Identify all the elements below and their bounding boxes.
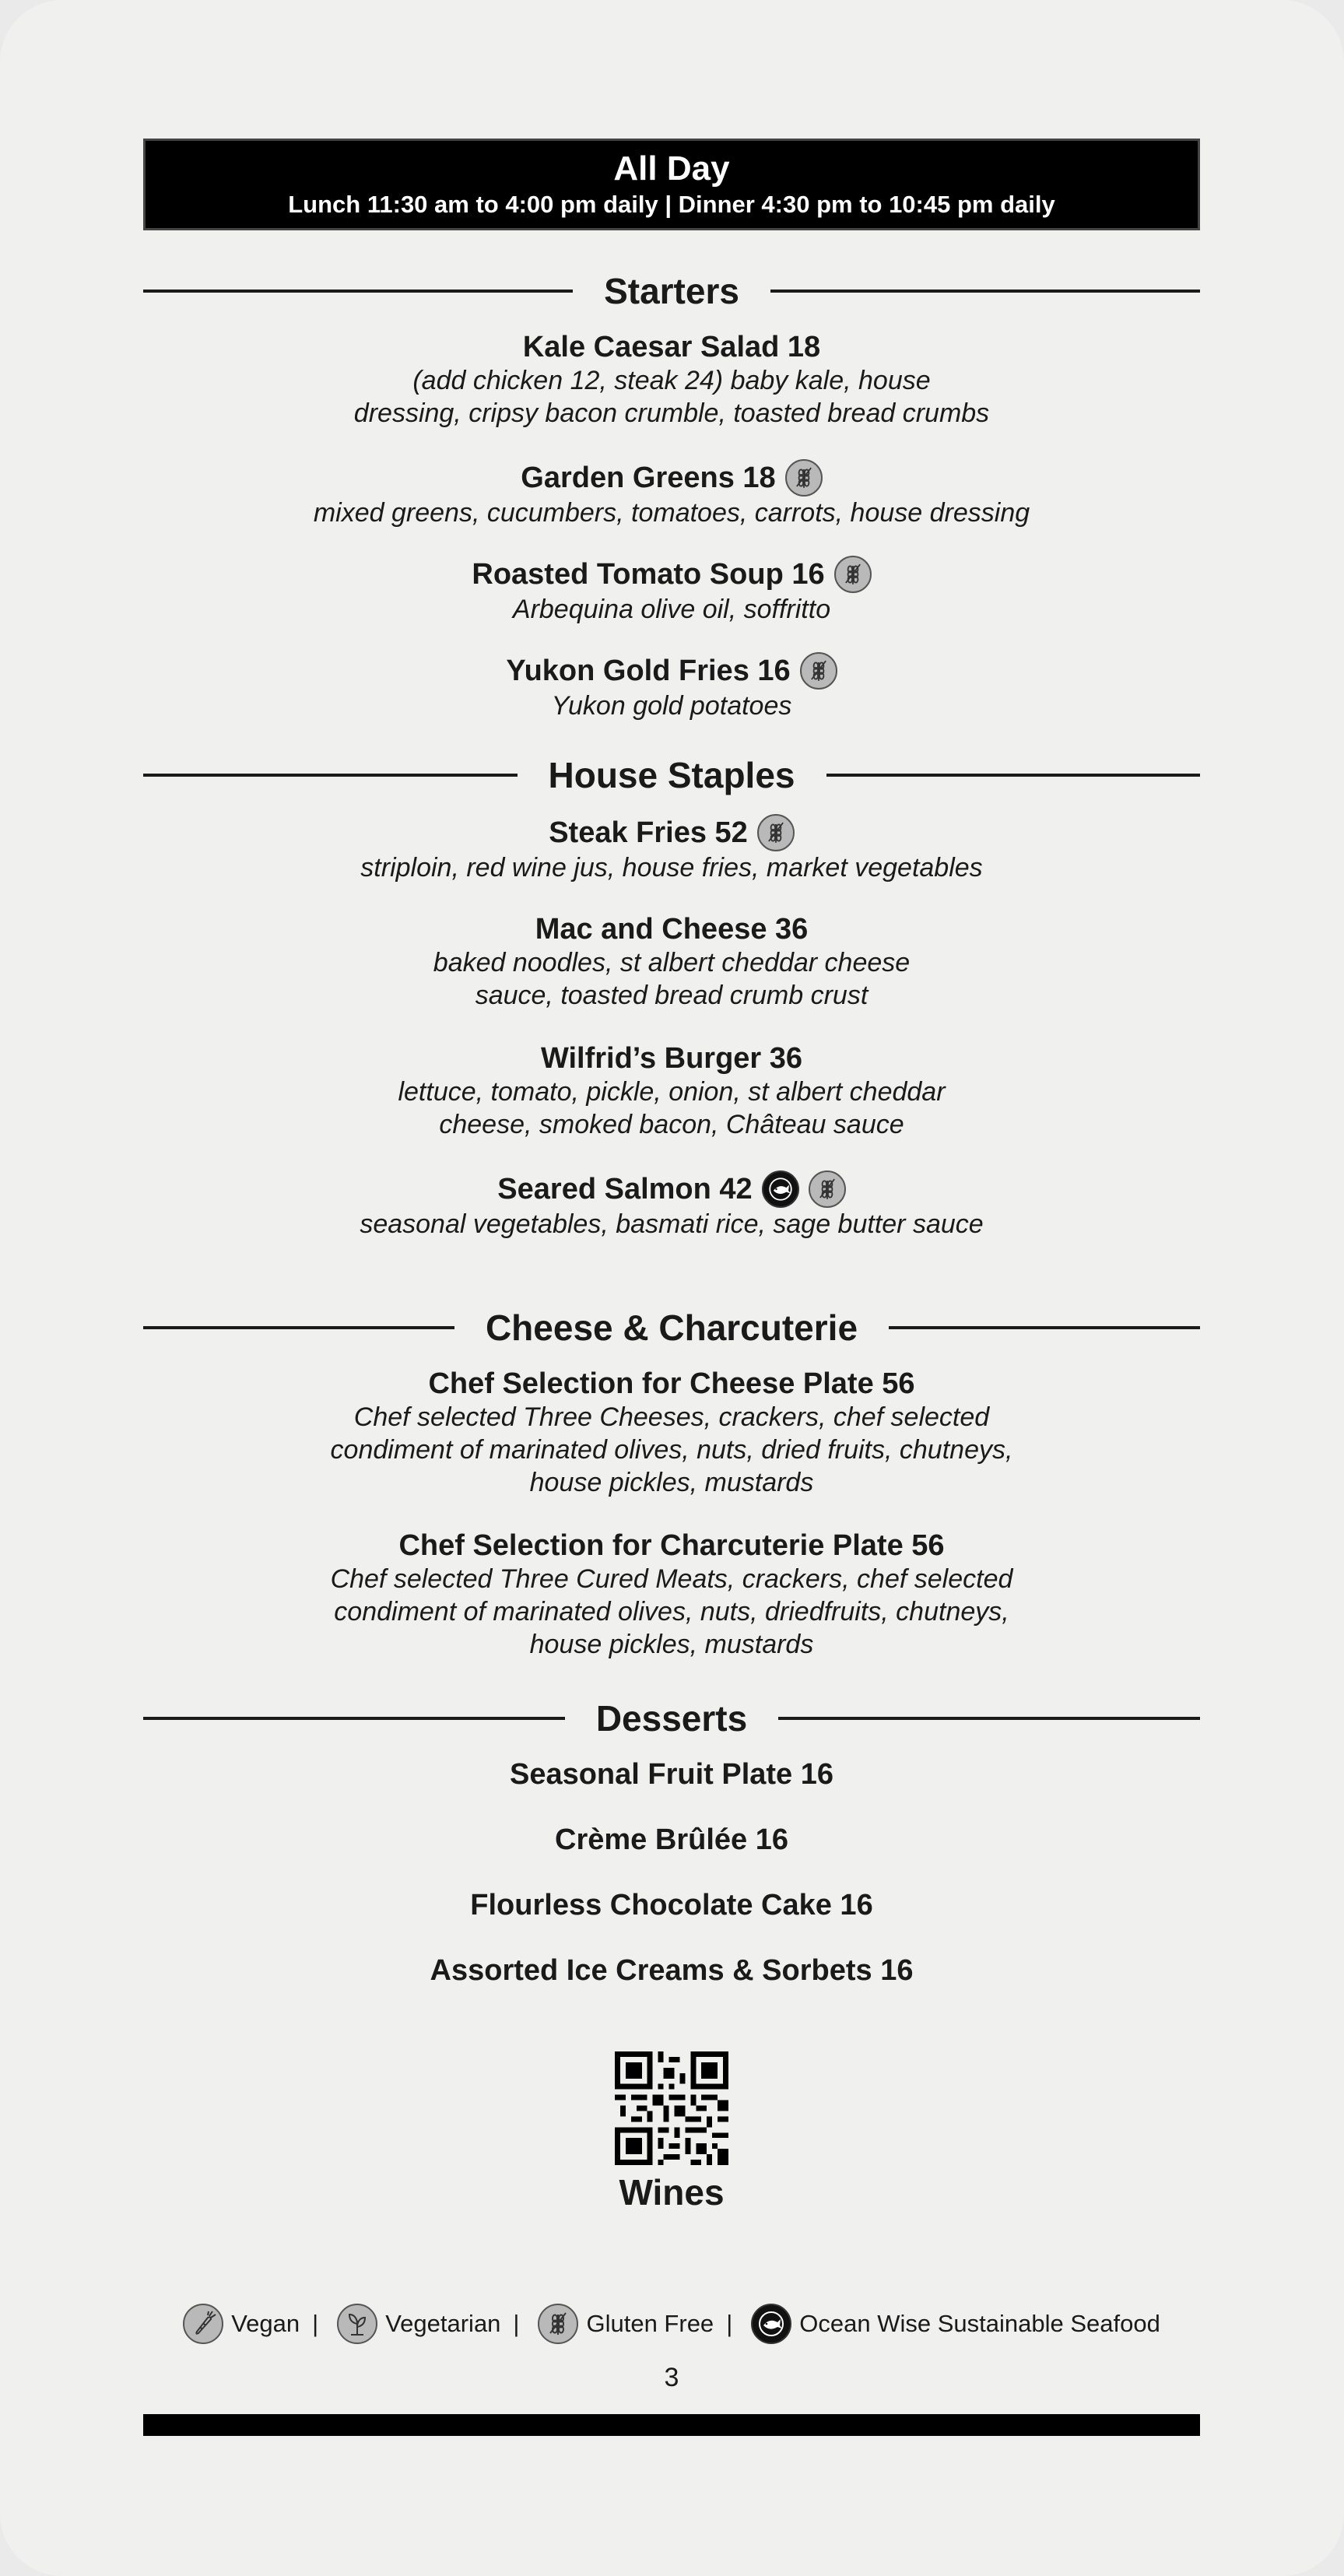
item-description: cheese, smoked bacon, Château sauce [439, 1110, 904, 1139]
section-title: Desserts [595, 1698, 748, 1739]
gluten-free-icon [757, 814, 795, 851]
gluten-free-icon [785, 459, 823, 497]
item-description: Yukon gold potatoes [551, 691, 792, 721]
item-description: sauce, toasted bread crumb crust [475, 981, 869, 1010]
legend-separator: | [726, 2310, 733, 2337]
menu-item-wilfrids-burger [143, 1041, 1200, 1141]
section-header-cheese-charcuterie [143, 1304, 1200, 1351]
item-description: Chef selected Three Cheeses, crackers, chef selected [353, 1402, 990, 1432]
item-name: Yukon Gold Fries 16 [506, 655, 791, 687]
section-title: Cheese & Charcuterie [485, 1307, 858, 1348]
menu-item-seared-salmon [143, 1170, 1200, 1241]
item-name: Wilfrid’s Burger 36 [540, 1042, 803, 1075]
item-description: lettuce, tomato, pickle, onion, st albert cheddar [398, 1077, 946, 1107]
item-name: Steak Fries 52 [549, 816, 748, 849]
menu-item-ice-creams-sorbets [143, 1953, 1200, 1988]
legend-separator: | [513, 2310, 520, 2337]
page-number: 3 [664, 2363, 679, 2392]
service-hours: Lunch 11:30 am to 4:00 pm daily | Dinner 4:30 pm to 10:45 pm daily [288, 191, 1055, 218]
item-name: Seared Salmon 42 [497, 1173, 753, 1206]
item-description: (add chicken 12, steak 24) baby kale, house [412, 366, 931, 395]
item-name: Crème Brûlée 16 [555, 1823, 788, 1856]
vegan-icon [183, 2304, 223, 2344]
legend-label-ocean-wise: Ocean Wise Sustainable Seafood [799, 2310, 1160, 2337]
divider [143, 290, 573, 293]
gluten-free-icon [809, 1170, 846, 1208]
menu-item-seasonal-fruit-plate [143, 1757, 1200, 1792]
header-banner [143, 139, 1200, 230]
item-name: Kale Caesar Salad 18 [522, 331, 821, 363]
item-name: Mac and Cheese 36 [535, 913, 809, 946]
section-title: House Staples [548, 755, 795, 795]
divider [778, 1717, 1200, 1720]
divider [770, 290, 1200, 293]
section-header-starters [143, 268, 1200, 314]
menu-item-cheese-plate [143, 1367, 1200, 1499]
legend-label-gluten-free: Gluten Free [586, 2310, 714, 2337]
item-description: house pickles, mustards [529, 1630, 814, 1659]
ocean-wise-icon [751, 2304, 791, 2344]
vegetarian-icon [337, 2304, 377, 2344]
gluten-free-icon [538, 2304, 578, 2344]
gluten-free-icon [800, 652, 837, 690]
gluten-free-icon [834, 556, 872, 593]
item-description: mixed greens, cucumbers, tomatoes, carrots, house dressing [313, 498, 1030, 528]
bottom-bar [143, 2414, 1200, 2436]
divider [826, 774, 1201, 777]
menu-item-kale-caesar-salad [143, 330, 1200, 430]
item-name: Assorted Ice Creams & Sorbets 16 [430, 1954, 914, 1987]
menu-item-creme-brulee [143, 1823, 1200, 1857]
divider [889, 1326, 1200, 1329]
item-description: dressing, cripsy bacon crumble, toasted bread crumbs [353, 398, 990, 428]
item-name: Chef Selection for Charcuterie Plate 56 [398, 1529, 945, 1562]
menu-item-mac-and-cheese [143, 912, 1200, 1012]
item-description: condiment of marinated olives, nuts, driedfruits, chutneys, [334, 1597, 1009, 1627]
legend-label-vegan: Vegan [231, 2310, 300, 2337]
ocean-wise-icon [762, 1170, 799, 1208]
menu-item-yukon-gold-fries [143, 652, 1200, 722]
menu-title: All Day [613, 149, 730, 188]
wines-label[interactable]: Wines [619, 2172, 725, 2213]
legend-separator: | [312, 2310, 319, 2337]
item-description: baked noodles, st albert cheddar cheese [433, 948, 911, 977]
legend-label-vegetarian: Vegetarian [385, 2310, 501, 2337]
item-description: seasonal vegetables, basmati rice, sage butter sauce [360, 1209, 984, 1239]
item-description: Arbequina olive oil, soffritto [512, 595, 831, 624]
menu-item-roasted-tomato-soup [143, 556, 1200, 626]
item-description: striploin, red wine jus, house fries, market vegetables [360, 853, 983, 883]
item-name: Chef Selection for Cheese Plate 56 [428, 1367, 915, 1400]
item-name: Garden Greens 18 [521, 462, 776, 494]
section-header-desserts [143, 1695, 1200, 1742]
section-header-house-staples [143, 752, 1200, 798]
wines-qr-code[interactable] [615, 2051, 728, 2165]
item-name: Flourless Chocolate Cake 16 [470, 1889, 873, 1921]
divider [143, 774, 518, 777]
section-title: Starters [604, 271, 739, 311]
item-description: house pickles, mustards [529, 1468, 814, 1497]
menu-item-charcuterie-plate [143, 1528, 1200, 1661]
divider [143, 1326, 454, 1329]
menu-item-steak-fries [143, 814, 1200, 884]
item-description: condiment of marinated olives, nuts, dried fruits, chutneys, [330, 1435, 1013, 1465]
menu-item-garden-greens [143, 459, 1200, 529]
dietary-legend [143, 2304, 1200, 2344]
menu-item-flourless-chocolate-cake [143, 1888, 1200, 1922]
divider [143, 1717, 565, 1720]
item-name: Seasonal Fruit Plate 16 [509, 1758, 834, 1791]
item-name: Roasted Tomato Soup 16 [472, 558, 825, 591]
item-description: Chef selected Three Cured Meats, crackers, chef selected [330, 1564, 1013, 1594]
